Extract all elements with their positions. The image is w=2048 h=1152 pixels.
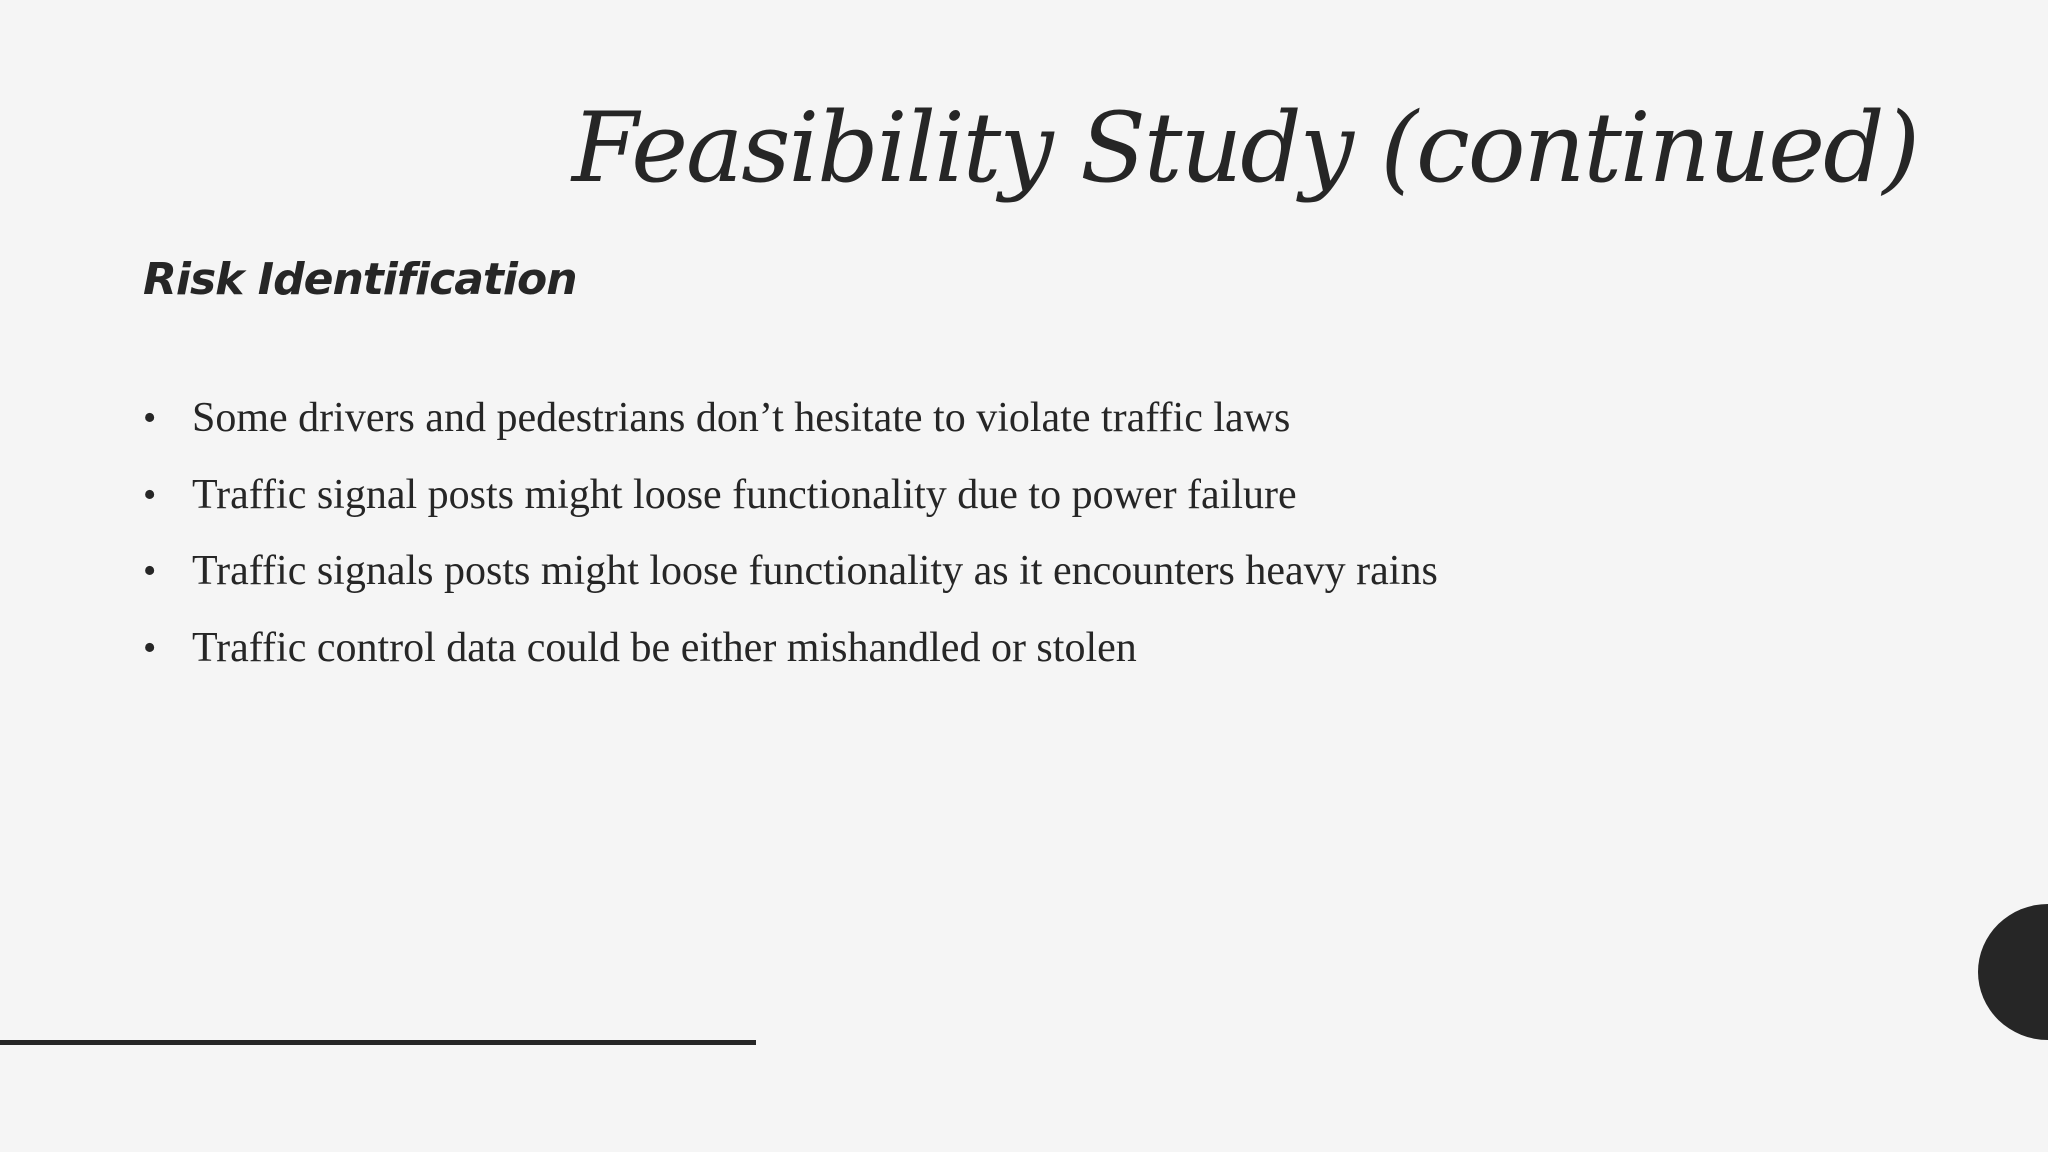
decorative-line: [0, 1040, 756, 1045]
slide-title: Feasibility Study (continued): [571, 92, 1918, 204]
bullet-text: Some drivers and pedestrians don’t hesitate to violate traffic laws: [192, 395, 1291, 441]
bullet-item: [143, 539, 1438, 616]
bullet-item: [143, 463, 1438, 540]
bullet-item: [143, 386, 1438, 463]
bullet-text: Traffic control data could be either mishandled or stolen: [192, 624, 1137, 671]
bullet-text: Traffic signal posts might loose functionality due to power failure: [192, 471, 1297, 518]
bullet-dot-icon: •: [143, 397, 157, 439]
section-heading: Risk Identification: [143, 254, 577, 305]
bullet-dot-icon: •: [143, 473, 157, 516]
bullet-list: [143, 386, 1438, 692]
bullet-text: Traffic signals posts might loose functionality as it encounters heavy rains: [192, 548, 1438, 594]
bullet-item: [143, 616, 1438, 693]
bullet-dot-icon: •: [143, 626, 157, 669]
bullet-dot-icon: •: [143, 550, 157, 592]
decorative-circle: [1978, 904, 2048, 1040]
